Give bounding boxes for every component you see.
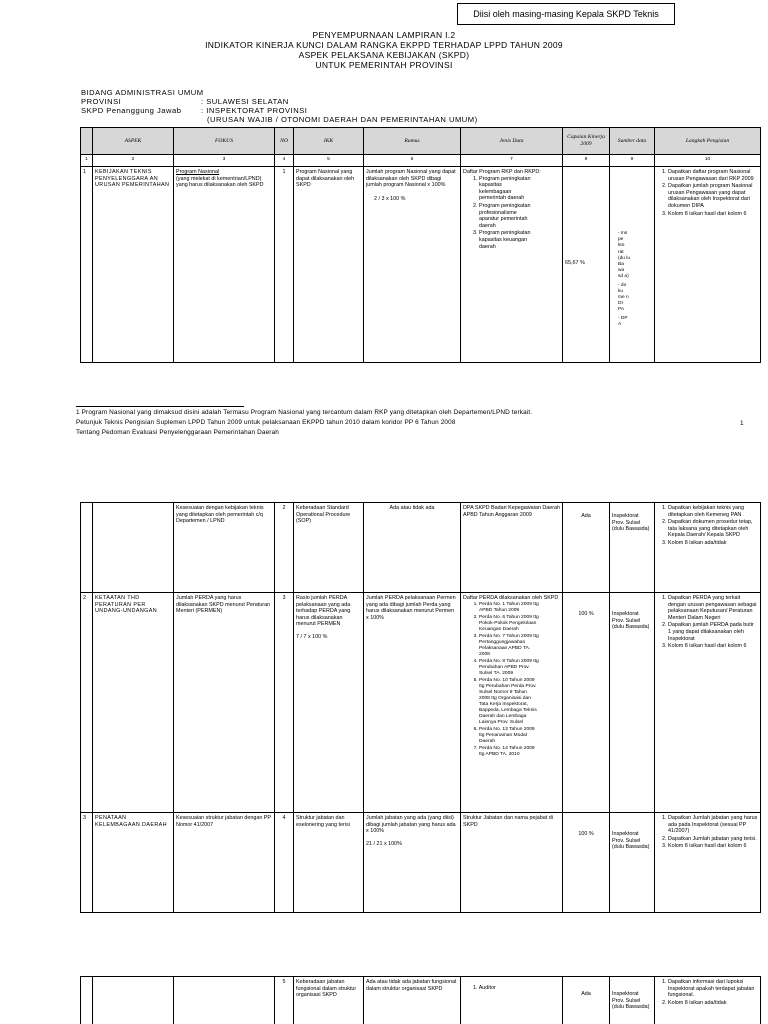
col-num: 10 (655, 155, 761, 167)
list-item: 2. Dapatkan jumlah PERDA pada butir 1 yang dapat dilaksanakan oleh Inspektorat (668, 622, 758, 642)
rumus-text: Jumlah jabatan yang ada (yang diisi) dibagi jumlah jabatan yang harus ada x 100% (366, 815, 456, 835)
langkah-list (657, 815, 758, 850)
sumber-item: - do ku me n DI PA (618, 282, 629, 313)
list-item: 3. Kolom 8 isikan hasil dari kolom 6 (668, 211, 758, 218)
col-num: 5 (294, 155, 364, 167)
ikk-cell: Keberadaan jabatan fungsional dalam struktur organisasi SKPD (294, 977, 364, 1024)
list-item: 2. Dapatkan Jumlah jabatan yang terisi. (668, 836, 758, 843)
col-langkah: Langkah Pengisian (655, 128, 761, 155)
rumus-cell (364, 167, 461, 363)
col-blank (81, 128, 93, 155)
table-row (81, 813, 761, 913)
program-list (463, 176, 531, 251)
ikk-table-page1 (80, 127, 761, 363)
ikk-number: 5 (275, 977, 294, 1024)
list-item: 2. Perda No. 6 Tahun 2009 ttg Pokok-Pokok Pengelolaan Keuangan Daerah (479, 615, 539, 633)
fokus-text: (yang melekat di kementrian/LPND) yang harus dilaksanakan oleh SKPD (176, 175, 264, 189)
col-jenis-data: Jenis Data (461, 128, 563, 155)
col-num: 1 (81, 155, 93, 167)
ikk-table-page2 (80, 502, 761, 913)
fokus-underlined: Program Nasional (176, 169, 220, 175)
table-row (81, 167, 761, 363)
sumber-cell (610, 167, 655, 363)
capaian-cell: Ada (563, 977, 610, 1024)
table-header-row (81, 128, 761, 155)
jenis-data-cell (461, 593, 563, 813)
col-num: 3 (174, 155, 275, 167)
langkah-list (657, 595, 758, 650)
rumus-calc: 2 / 3 x 100 % (374, 195, 406, 202)
jenis-data-cell: DPA SKPD Badan Kepegawaian Daerah APBD Tahun Anggaran 2009 (461, 503, 563, 593)
rumus-cell: Ada atau tidak ada jabatan fungsional dalam struktur organisasi SKPD (364, 977, 461, 1024)
langkah-list (657, 169, 758, 217)
langkah-cell (655, 167, 761, 363)
rumus-text: Jumlah program Nasional yang dapat dilaksanakan oleh SKPD dibagi jumlah program Nasional x 100% (366, 169, 456, 189)
langkah-cell (655, 813, 761, 913)
page-number: 1 (740, 420, 744, 427)
row-number: 2 (81, 593, 93, 813)
ikk-number: 1 (275, 167, 294, 363)
sumber-item: - DP A (618, 315, 628, 327)
skpd-value: : INSPEKTORAT PROVINSI (201, 106, 308, 115)
aspek-cell: KETAATAN THD PERATURAN PER UNDANG-UNDANGAN (93, 593, 174, 813)
list-item: 1. Dapatkan Jumlah jabatan yang harus ada pada Inspektorat (sesuai PP 41/2007) (668, 815, 758, 835)
jenis-data-cell: Struktur Jabatan dan nama pejabat di SKPD (461, 813, 563, 913)
list-item: 2. Dapatkan jumlah program Nasional urusan Pengawasan yang dapat dilaksanakan oleh Inspektorat dari dokumen DIPA (668, 183, 758, 209)
capaian-cell: Ada (563, 503, 610, 593)
sumber-cell: Inspektorat Prov. Sulsel (dulu Bawasda) (610, 977, 655, 1024)
list-item: 3. Kolom 8 isikan hasil dari kolom 6 (668, 843, 758, 850)
sumber-cell: Inspektorat Prov. Sulsel (dulu Bawasda) (610, 593, 655, 813)
ikk-number: 3 (275, 593, 294, 813)
col-no: NO (275, 128, 294, 155)
provinsi-label: PROVINSI (81, 97, 122, 106)
rumus-cell (364, 813, 461, 913)
jenis-data-cell (461, 167, 563, 363)
footer-line-2: Tentang Pedoman Evaluasi Penyelenggaraan Pemerintahan Daerah (76, 429, 279, 436)
col-capaian: Capaian Kinerja 2009 (563, 128, 610, 155)
list-item: 7. Perda No. 14 Tahun 2009 ttg APBD TA. 2010 (479, 746, 539, 758)
list-item: 3. Program peningkatan kapasitas keuangan daerah (479, 230, 531, 250)
langkah-list (657, 979, 758, 1006)
row-number: 1 (81, 167, 93, 363)
aspek-cell: KEBIJAKAN TEKNIS PENYELENGGARA AN URUSAN PEMERINTAHAN (93, 167, 174, 363)
list-item: 1. Perda No. 1 Tahun 2009 ttg APBD Tahun 2009 (479, 602, 539, 614)
col-num: 4 (275, 155, 294, 167)
list-item: 1. Program peningkatan kapasitas kelembagaan pemerintah daerah (479, 176, 531, 202)
skpd-label: SKPD Penanggung Jawab (81, 106, 182, 115)
row-number: 3 (81, 813, 93, 913)
list-item: 6. Perda No. 13 Tahun 2009 ttg Penanaman Modal Daerah (479, 727, 539, 745)
ikk-calc: 7 / 7 x 100 % (296, 633, 328, 640)
list-item: 4. Perda No. 8 Tahun 2009 ttg Perubahan APBD Prov. Sulsel TA. 2009 (479, 659, 539, 677)
col-num: 8 (563, 155, 610, 167)
doc-title-line4: UNTUK PEMERINTAH PROVINSI (315, 60, 453, 70)
rumus-cell: Ada atau tidak ada (364, 503, 461, 593)
col-fokus: FOKUS (174, 128, 275, 155)
aspek-cell (93, 977, 174, 1024)
list-item: 5. Perda No. 10 Tahun 2009 ttg Perubahan Perda Prov. Sulsel Nomor 9 Tahun 2008 ttg Organisasi dan Tata Kerja Inspektorat, Bappeda, Lembaga Teknis Daerah dan Lembaga Lainnya Prov. Sulsel (479, 678, 539, 726)
list-item: 2. Program peningkatan profesionalisme aparatur pemerintah daerah (479, 203, 531, 229)
list-item: 3. Kolom 8 isikan ada/tidak (668, 540, 758, 547)
fokus-cell: Jumlah PERDA yang harus dilaksanakan SKPD menurut Peraturan Menteri (PERMEN) (174, 593, 275, 813)
row-number (81, 977, 93, 1024)
fill-instruction-stamp: Diisi oleh masing-masing Kepala SKPD Teknis (457, 3, 675, 25)
footer-line-1: Petunjuk Teknis Pengisian Suplemen LPPD Tahun 2009 untuk pelaksanaan EKPPD tahun 2010 dalam koridor PP 6 Tahun 2008 (76, 419, 456, 426)
ikk-number: 4 (275, 813, 294, 913)
ikk-table-page3 (80, 976, 761, 1024)
list-item: 1. Dapatkan informasi dari lupoksi Inspektorat apakah terdapat jabatan fungsional. (668, 979, 758, 999)
sumber-cell: Inspektorat Prov. Sulsel (dulu Bawasda) (610, 503, 655, 593)
aspek-cell: PENATAAN KELEMBAGAAN DAERAH (93, 813, 174, 913)
col-ikk: IKK (294, 128, 364, 155)
list-item: 1. Dapatkan daftar program Nasional urusan Pengawasan dari RKP 2009 (668, 169, 758, 182)
bidang-label: BIDANG ADMINISTRASI UMUM (81, 88, 204, 97)
table-row (81, 503, 761, 593)
col-num: 9 (610, 155, 655, 167)
list-item: 1. Dapatkan PERDA yang terkait dengan urusan pengawasan sebagai pelaksanaan Keputusan/ Peraturan Menteri Dalam Negeri (668, 595, 758, 621)
col-rumus: Rumus (364, 128, 461, 155)
sumber-cell: Inspektorat Prov. Sulsel (dulu Bawasda) (610, 813, 655, 913)
capaian-cell: 100 % (563, 813, 610, 913)
langkah-cell (655, 593, 761, 813)
jenis-intro: Daftar Program RKP dan RKPD: (463, 169, 541, 175)
ikk-number: 2 (275, 503, 294, 593)
document-page-1 (0, 0, 768, 464)
list-item: 1. Dapatkan kebijakan teknis yang ditetapkan oleh Kemeneg PAN (668, 505, 758, 518)
col-num: 6 (364, 155, 461, 167)
col-num: 7 (461, 155, 563, 167)
list-item: 3. Kolom 8 isikan hasil dari kolom 6 (668, 643, 758, 650)
provinsi-value: : SULAWESI SELATAN (201, 97, 289, 106)
ikk-cell: Keberadaan Standard Operational Procedure (SOP) (294, 503, 364, 593)
col-num: 2 (93, 155, 174, 167)
capaian-cell: 65,67 % (563, 167, 610, 363)
ikk-cell: Program Nasional yang dapat dilaksanakan oleh SKPD (294, 167, 364, 363)
ikk-text: Rasio jumlah PERDA pelaksanaan yang ada terhadap PERDA yang harus dilaksanakan menurut PERMEN (296, 595, 351, 628)
aspek-cell (93, 503, 174, 593)
urusan-label: (URUSAN WAJIB / OTONOMI DAERAH DAN PEMERINTAHAN UMUM) (207, 115, 478, 124)
perda-list (463, 602, 539, 758)
langkah-list (657, 505, 758, 547)
capaian-cell: 100 % (563, 593, 610, 813)
sumber-item: - Ins pe kto rat (du lu Ba wa sd a) (618, 231, 630, 280)
row-number (81, 503, 93, 593)
fokus-cell (174, 977, 275, 1024)
doc-title-line1: PENYEMPURNAAN LAMPIRAN I.2 (312, 30, 456, 40)
ikk-cell: Struktur jabatan dan eselonering yang terisi (294, 813, 364, 913)
rumus-calc: 21 / 21 x 100% (366, 840, 402, 847)
table-row (81, 593, 761, 813)
table-row (81, 977, 761, 1024)
fokus-cell: Kesesuaian struktur jabatan dengan PP Nomor 41/2007 (174, 813, 275, 913)
fokus-cell (174, 167, 275, 363)
column-number-row (81, 155, 761, 167)
doc-title-line2: INDIKATOR KINERJA KUNCI DALAM RANGKA EKPPD TERHADAP LPPD TAHUN 2009 (205, 40, 563, 50)
rumus-cell: Jumlah PERDA pelaksanaan Permen yang ada dibagi jumlah Perda yang harus dilaksanakan menurut Permen x 100% (364, 593, 461, 813)
langkah-cell (655, 503, 761, 593)
jenis-data-cell: 1. Auditor (461, 977, 563, 1024)
list-item: 3. Perda No. 7 Tahun 2009 ttg Pertanggungjawaban Pelaksanaan APBD TA. 2008 (479, 634, 539, 658)
document-page-2 (0, 464, 768, 1024)
footnote-divider (76, 406, 244, 407)
fokus-cell: Kesesuaian dengan kebijakan teknis yang ditetapkan oleh pemerintah c/q Departemen / LPND (174, 503, 275, 593)
list-item: 2. Kolom 8 isikan ada/tidak (668, 1000, 758, 1007)
ikk-cell (294, 593, 364, 813)
doc-title-line3: ASPEK PELAKSANA KEBIJAKAN (SKPD) (298, 50, 470, 60)
col-aspek: ASPEK (93, 128, 174, 155)
footnote-1: 1 Program Nasional yang dimaksud disini adalah Termasu Program Nasional yang tercantum dalam RKP yang ditetapkan oleh Departemen/LPND terkait. (76, 409, 533, 416)
jenis-intro: Daftar PERDA dilaksanakan oleh SKPD (463, 595, 559, 601)
langkah-cell (655, 977, 761, 1024)
list-item: 2. Dapatkan dokumen prosedur tetap, tata laksana yang ditetapkan oleh Kepala Daerah/ Kepala SKPD (668, 519, 758, 539)
col-sumber: Sumber data (610, 128, 655, 155)
